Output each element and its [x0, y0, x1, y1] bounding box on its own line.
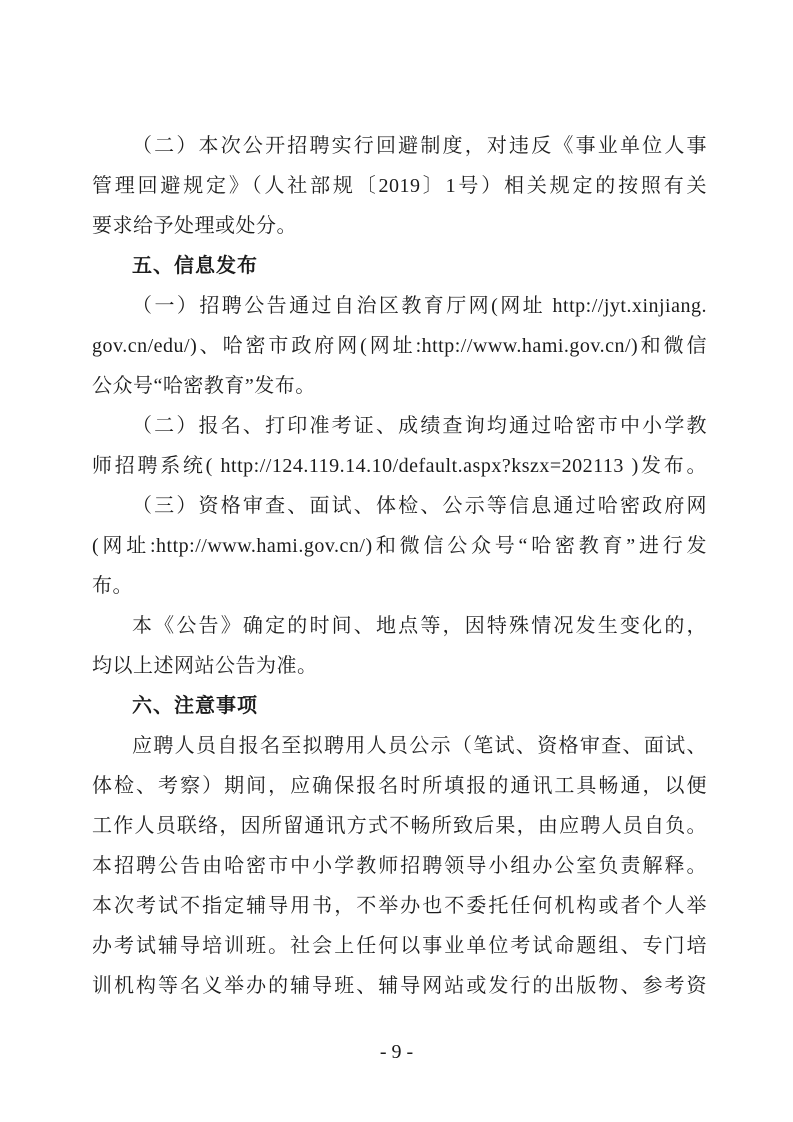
text-line: 工作人员联络，因所留通讯方式不畅所致后果，由应聘人员自负。 — [92, 815, 707, 837]
text-line: 布。 — [92, 575, 133, 597]
text-line: 训机构等名义举办的辅导班、辅导网站或发行的出版物、参考资 — [92, 975, 707, 997]
text-line: （三）资格审查、面试、体检、公示等信息通过哈密政府网 — [132, 495, 707, 517]
text-line: 师招聘系统( http://124.119.14.10/default.aspx?kszx=202113 )发布。 — [92, 455, 707, 477]
text-line: （一）招聘公告通过自治区教育厅网(网址 http://jyt.xinjiang. — [132, 295, 707, 317]
text-line: 体检、考察）期间，应确保报名时所填报的通讯工具畅通，以便 — [92, 775, 707, 797]
text-line: （二）本次公开招聘实行回避制度，对违反《事业单位人事 — [132, 135, 707, 157]
text-line: gov.cn/edu/)、哈密市政府网(网址:http://www.hami.gov.cn/)和微信 — [92, 335, 707, 357]
text-line: 公众号“哈密教育”发布。 — [92, 375, 316, 397]
page-footer — [0, 1032, 793, 1072]
document-body — [92, 126, 707, 1006]
section-heading: 六、注意事项 — [132, 695, 258, 717]
text-line: 本招聘公告由哈密市中小学教师招聘领导小组办公室负责解释。 — [92, 855, 707, 877]
text-line: 要求给予处理或处分。 — [92, 215, 297, 237]
text-line: 本《公告》确定的时间、地点等，因特殊情况发生变化的， — [132, 615, 707, 637]
text-line: 管理回避规定》（人社部规〔2019〕1号）相关规定的按照有关 — [92, 175, 707, 197]
text-line: 本次考试不指定辅导用书，不举办也不委托任何机构或者个人举 — [92, 895, 707, 917]
text-line: (网址:http://www.hami.gov.cn/)和微信公众号“哈密教育”进行发 — [92, 535, 707, 557]
text-line: 均以上述网站公告为准。 — [92, 655, 318, 677]
section-heading: 五、信息发布 — [132, 255, 258, 277]
text-line: 应聘人员自报名至拟聘用人员公示（笔试、资格审查、面试、 — [132, 735, 707, 757]
text-line: 办考试辅导培训班。社会上任何以事业单位考试命题组、专门培 — [92, 935, 707, 957]
text-line: （二）报名、打印准考证、成绩查询均通过哈密市中小学教 — [132, 415, 707, 437]
page-number: - 9 - — [379, 1041, 414, 1063]
